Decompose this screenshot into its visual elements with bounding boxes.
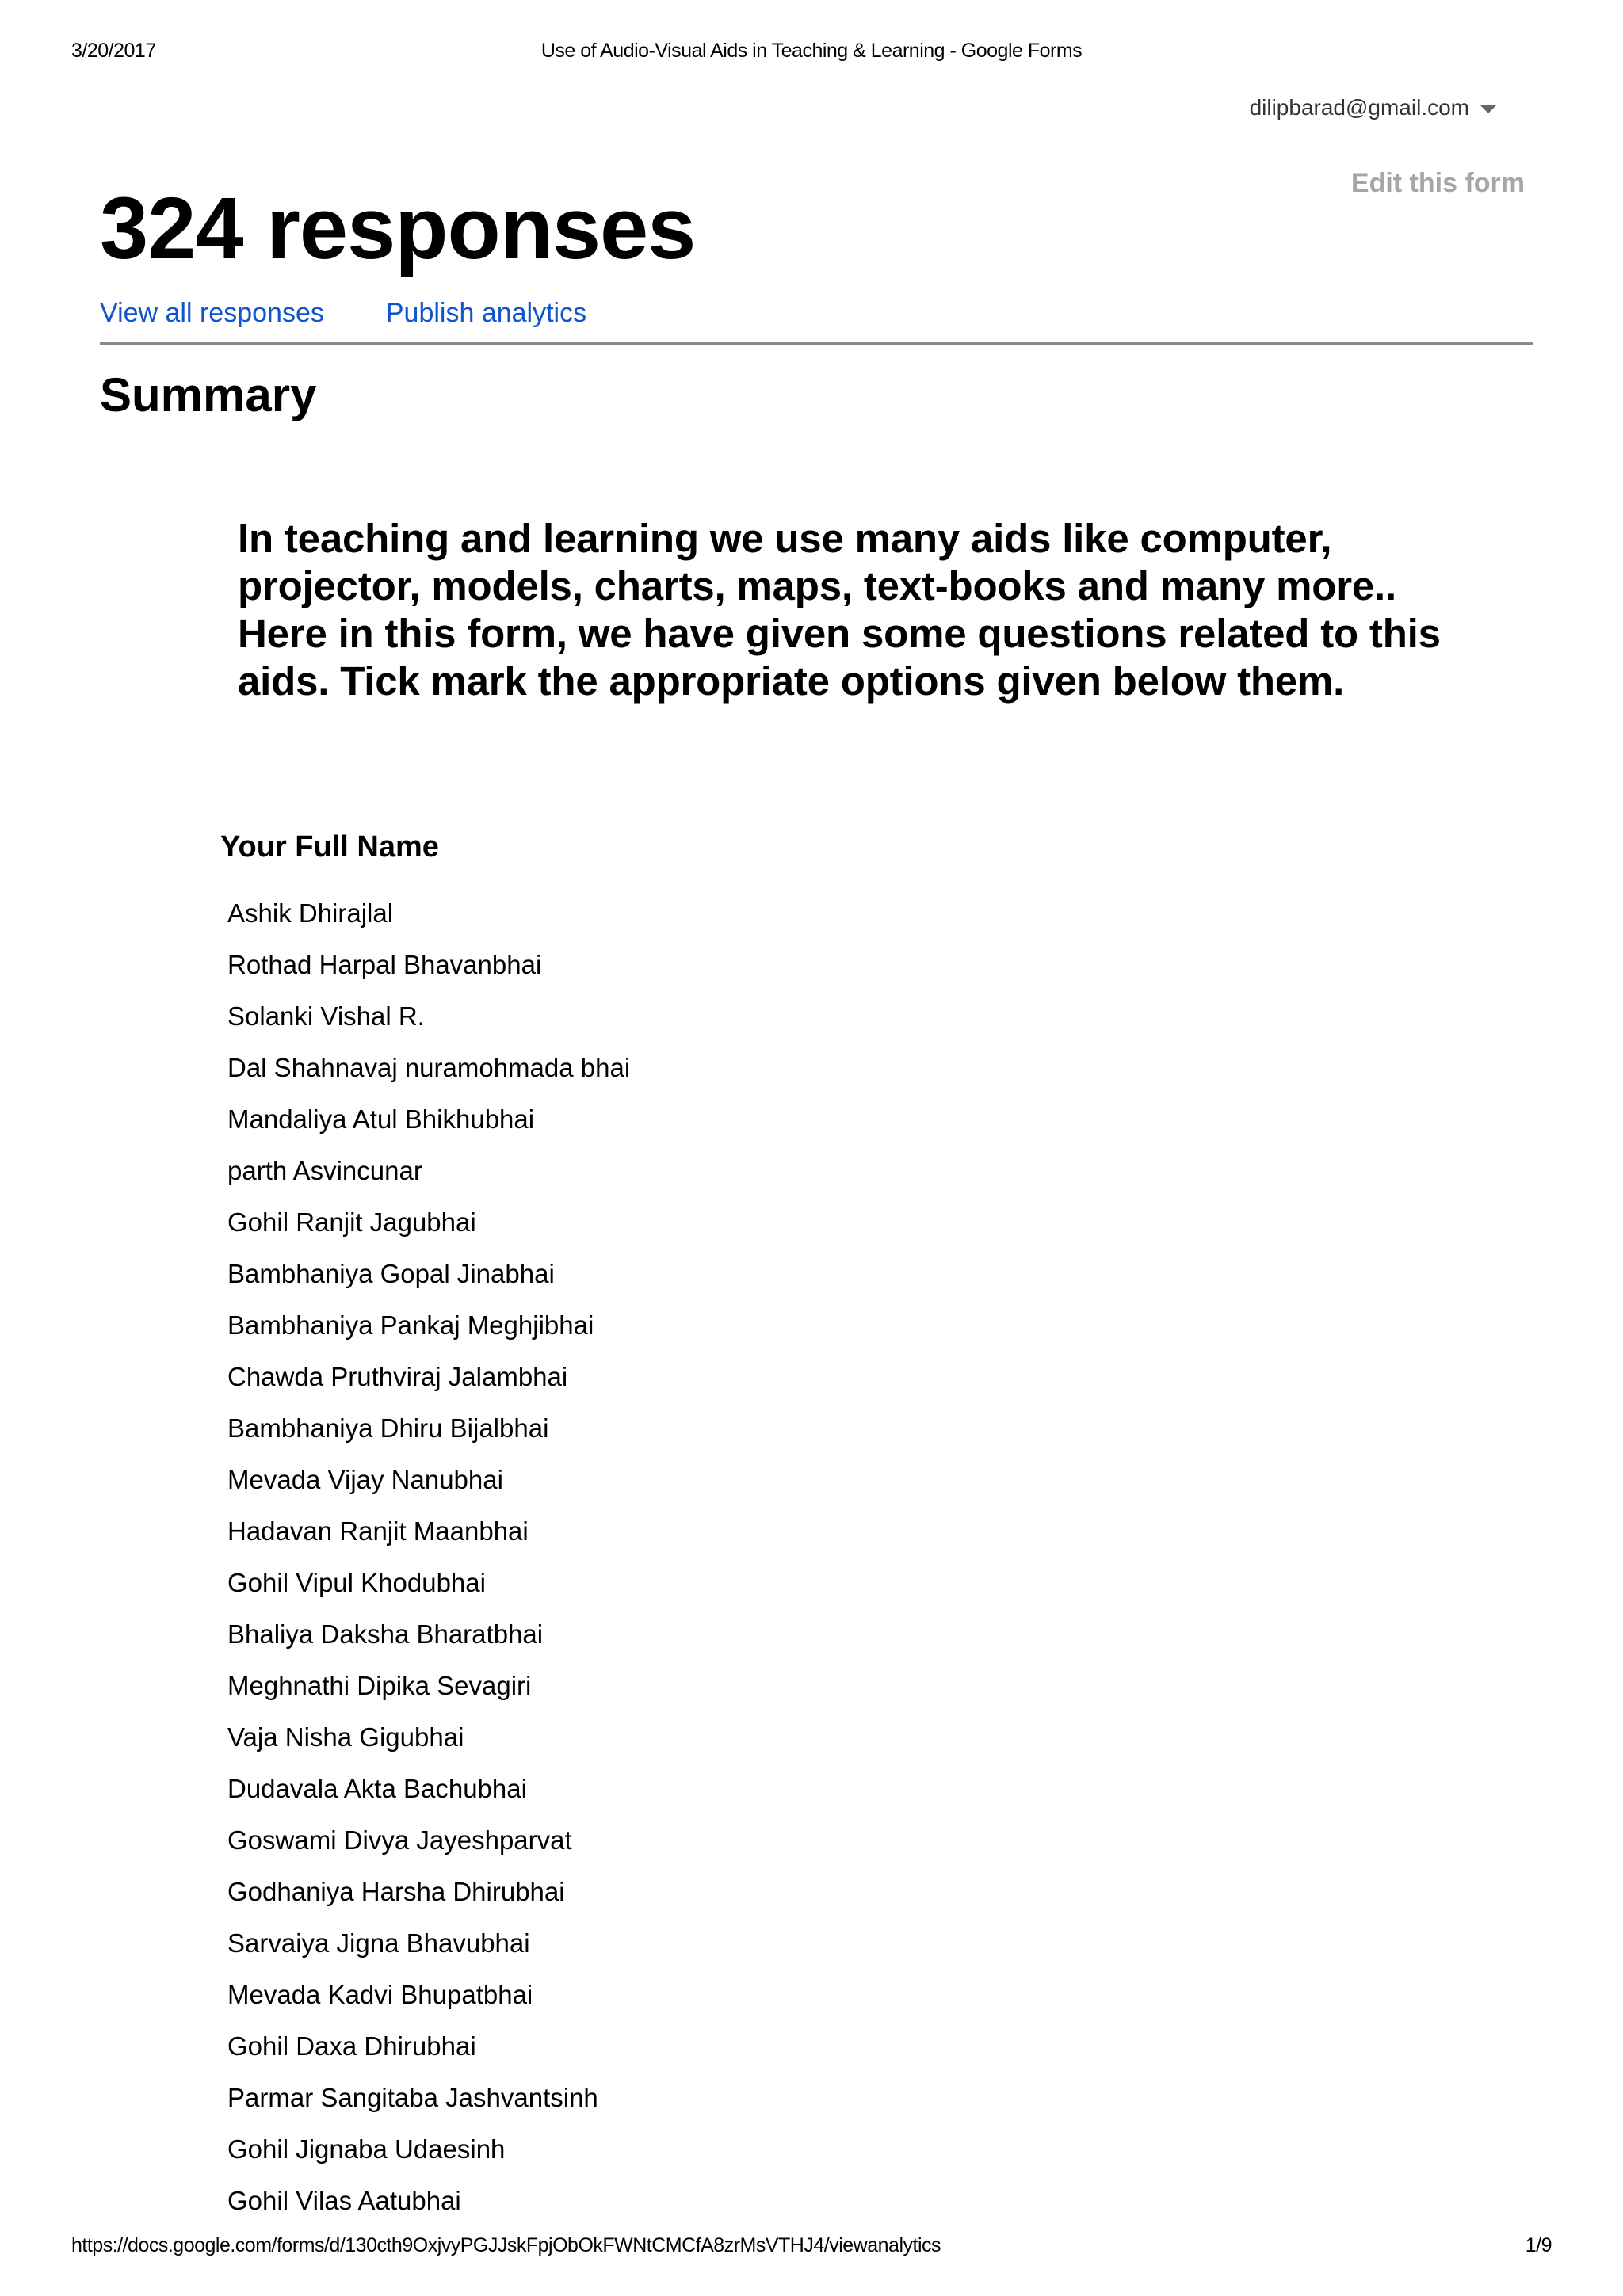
list-item: Godhaniya Harsha Dhirubhai — [227, 1877, 565, 1906]
list-item: Goswami Divya Jayeshparvat — [227, 1825, 572, 1855]
list-item: Dudavala Akta Bachubhai — [227, 1774, 527, 1803]
list-item: Bambhaniya Pankaj Meghjibhai — [227, 1310, 594, 1340]
page-number: 1/9 — [1525, 2234, 1552, 2256]
list-item: Chawda Pruthviraj Jalambhai — [227, 1362, 568, 1391]
question-title: Your Full Name — [220, 830, 439, 864]
form-description: In teaching and learning we use many aids like computer, projector, models, charts, maps, text-books and many more.. Here in this form, we have given some questions related to this aids. Tick mark the appropriate options given below them. — [238, 516, 1441, 704]
print-header — [71, 40, 1552, 68]
list-item: Mevada Kadvi Bhupatbhai — [227, 1980, 533, 2009]
view-all-responses-link[interactable]: View all responses — [100, 298, 324, 328]
list-item: Mevada Vijay Nanubhai — [227, 1465, 503, 1494]
list-item: Vaja Nisha Gigubhai — [227, 1722, 464, 1752]
account-menu[interactable] — [1250, 95, 1496, 120]
list-item: Bambhaniya Dhiru Bijalbhai — [227, 1413, 549, 1443]
publish-analytics-link[interactable]: Publish analytics — [385, 298, 587, 328]
responses-count: 324 responses — [100, 180, 696, 277]
analytics-links — [100, 298, 586, 329]
answer-list — [227, 897, 630, 2236]
list-item: Bhaliya Daksha Bharatbhai — [227, 1619, 544, 1649]
list-item: Rothad Harpal Bhavanbhai — [227, 950, 542, 979]
list-item: parth Asvincunar — [227, 1156, 422, 1185]
list-item: Parmar Sangitaba Jashvantsinh — [227, 2083, 598, 2112]
list-item: Bambhaniya Gopal Jinabhai — [227, 1259, 555, 1288]
list-item: Solanki Vishal R. — [227, 1001, 425, 1031]
list-item: Sarvaiya Jigna Bhavubhai — [227, 1928, 530, 1958]
list-item: Dal Shahnavaj nuramohmada bhai — [227, 1053, 631, 1082]
print-footer — [71, 2234, 1552, 2257]
summary-heading: Summary — [100, 368, 317, 421]
chevron-down-icon — [1480, 105, 1496, 113]
list-item: Gohil Ranjit Jagubhai — [227, 1207, 476, 1237]
list-item: Gohil Vilas Aatubhai — [227, 2186, 461, 2215]
list-item: Gohil Daxa Dhirubhai — [227, 2031, 476, 2061]
account-email: dilipbarad@gmail.com — [1249, 95, 1469, 120]
edit-form-link[interactable]: Edit this form — [1350, 168, 1525, 198]
header-divider — [100, 342, 1533, 345]
list-item: Meghnathi Dipika Sevagiri — [227, 1671, 532, 1700]
list-item: Mandaliya Atul Bhikhubhai — [227, 1104, 535, 1134]
list-item: Gohil Jignaba Udaesinh — [227, 2134, 506, 2164]
list-item: Gohil Vipul Khodubhai — [227, 1568, 486, 1597]
list-item: Hadavan Ranjit Maanbhai — [227, 1516, 529, 1546]
list-item: Ashik Dhirajlal — [227, 898, 394, 928]
print-url: https://docs.google.com/forms/d/130cth9OxjvyPGJJskFpjObOkFWNtCMCfA8zrMsVTHJ4/viewanalytics — [71, 2234, 941, 2256]
print-date: 3/20/2017 — [71, 40, 156, 62]
print-page-title: Use of Audio-Visual Aids in Teaching & Learning - Google Forms — [540, 40, 1083, 62]
